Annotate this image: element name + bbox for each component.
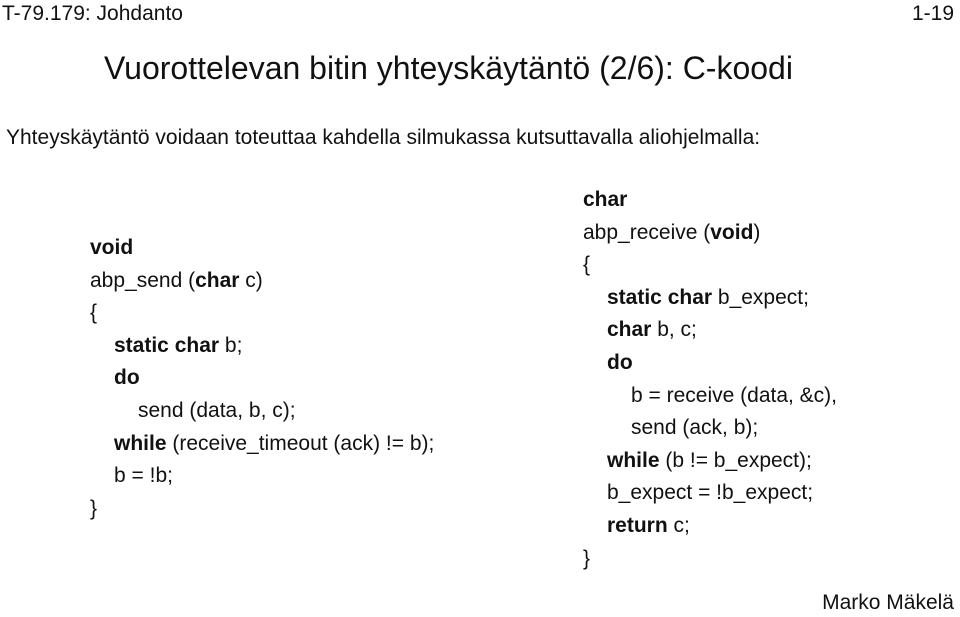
intro-text: Yhteyskäytäntö voidaan toteuttaa kahdella silmukassa kutsuttavalla aliohjelmalla: [6, 126, 761, 149]
code-keyword: static char [607, 285, 713, 309]
code-keyword: char [195, 268, 240, 292]
code-text: b, c; [651, 318, 697, 342]
code-line [90, 362, 434, 395]
author-name: Marko Mäkelä [822, 591, 954, 614]
code-text: abp_receive ( [583, 220, 711, 244]
code-keyword: while [114, 431, 167, 455]
code-line [583, 314, 837, 347]
code-text: b_expect; [712, 285, 809, 309]
code-text: c; [667, 513, 690, 537]
code-text: c) [239, 268, 263, 292]
code-line [90, 232, 434, 265]
code-line [90, 493, 434, 526]
code-line [583, 412, 837, 445]
code-text: b = !b; [114, 464, 173, 488]
code-line [90, 460, 434, 493]
code-text: abp_send ( [90, 268, 196, 292]
code-text: } [90, 496, 98, 520]
code-block-abp-send [90, 232, 434, 525]
course-header: T-79.179: Johdanto [2, 2, 183, 25]
code-line [583, 510, 837, 543]
code-block-abp-receive [583, 184, 837, 575]
code-text: } [583, 546, 591, 570]
code-keyword: return [607, 513, 668, 537]
code-keyword: do [114, 366, 140, 390]
code-line [583, 543, 837, 576]
code-line [583, 217, 837, 250]
code-keyword: void [710, 220, 754, 244]
code-line [90, 265, 434, 298]
page-number: 1-19 [911, 2, 954, 25]
code-line [583, 477, 837, 510]
code-text: { [90, 301, 98, 325]
code-keyword: char [607, 318, 652, 342]
code-line [90, 330, 434, 363]
code-line [90, 395, 434, 428]
code-keyword: char [583, 188, 628, 211]
code-text: b_expect = !b_expect; [607, 481, 814, 505]
code-keyword: static char [114, 333, 220, 357]
code-text: { [583, 253, 591, 277]
code-line [583, 380, 837, 413]
code-keyword: do [607, 350, 633, 374]
code-text: send (data, b, c); [138, 398, 296, 422]
code-keyword: while [607, 448, 660, 472]
code-line [583, 184, 837, 217]
code-text: ) [753, 220, 761, 244]
code-text: send (ack, b); [631, 416, 759, 440]
code-line [583, 249, 837, 282]
code-line [90, 297, 434, 330]
code-text: b; [219, 333, 243, 357]
code-line [583, 282, 837, 315]
code-line [583, 445, 837, 478]
code-line [90, 428, 434, 461]
code-keyword: void [90, 236, 134, 259]
slide-title: Vuorottelevan bitin yhteyskäytäntö (2/6): C-koodi [104, 50, 793, 86]
code-line [583, 347, 837, 380]
code-text: b = receive (data, &c), [631, 383, 838, 407]
code-text: (b != b_expect); [659, 448, 812, 472]
code-text: (receive_timeout (ack) != b); [166, 431, 435, 455]
